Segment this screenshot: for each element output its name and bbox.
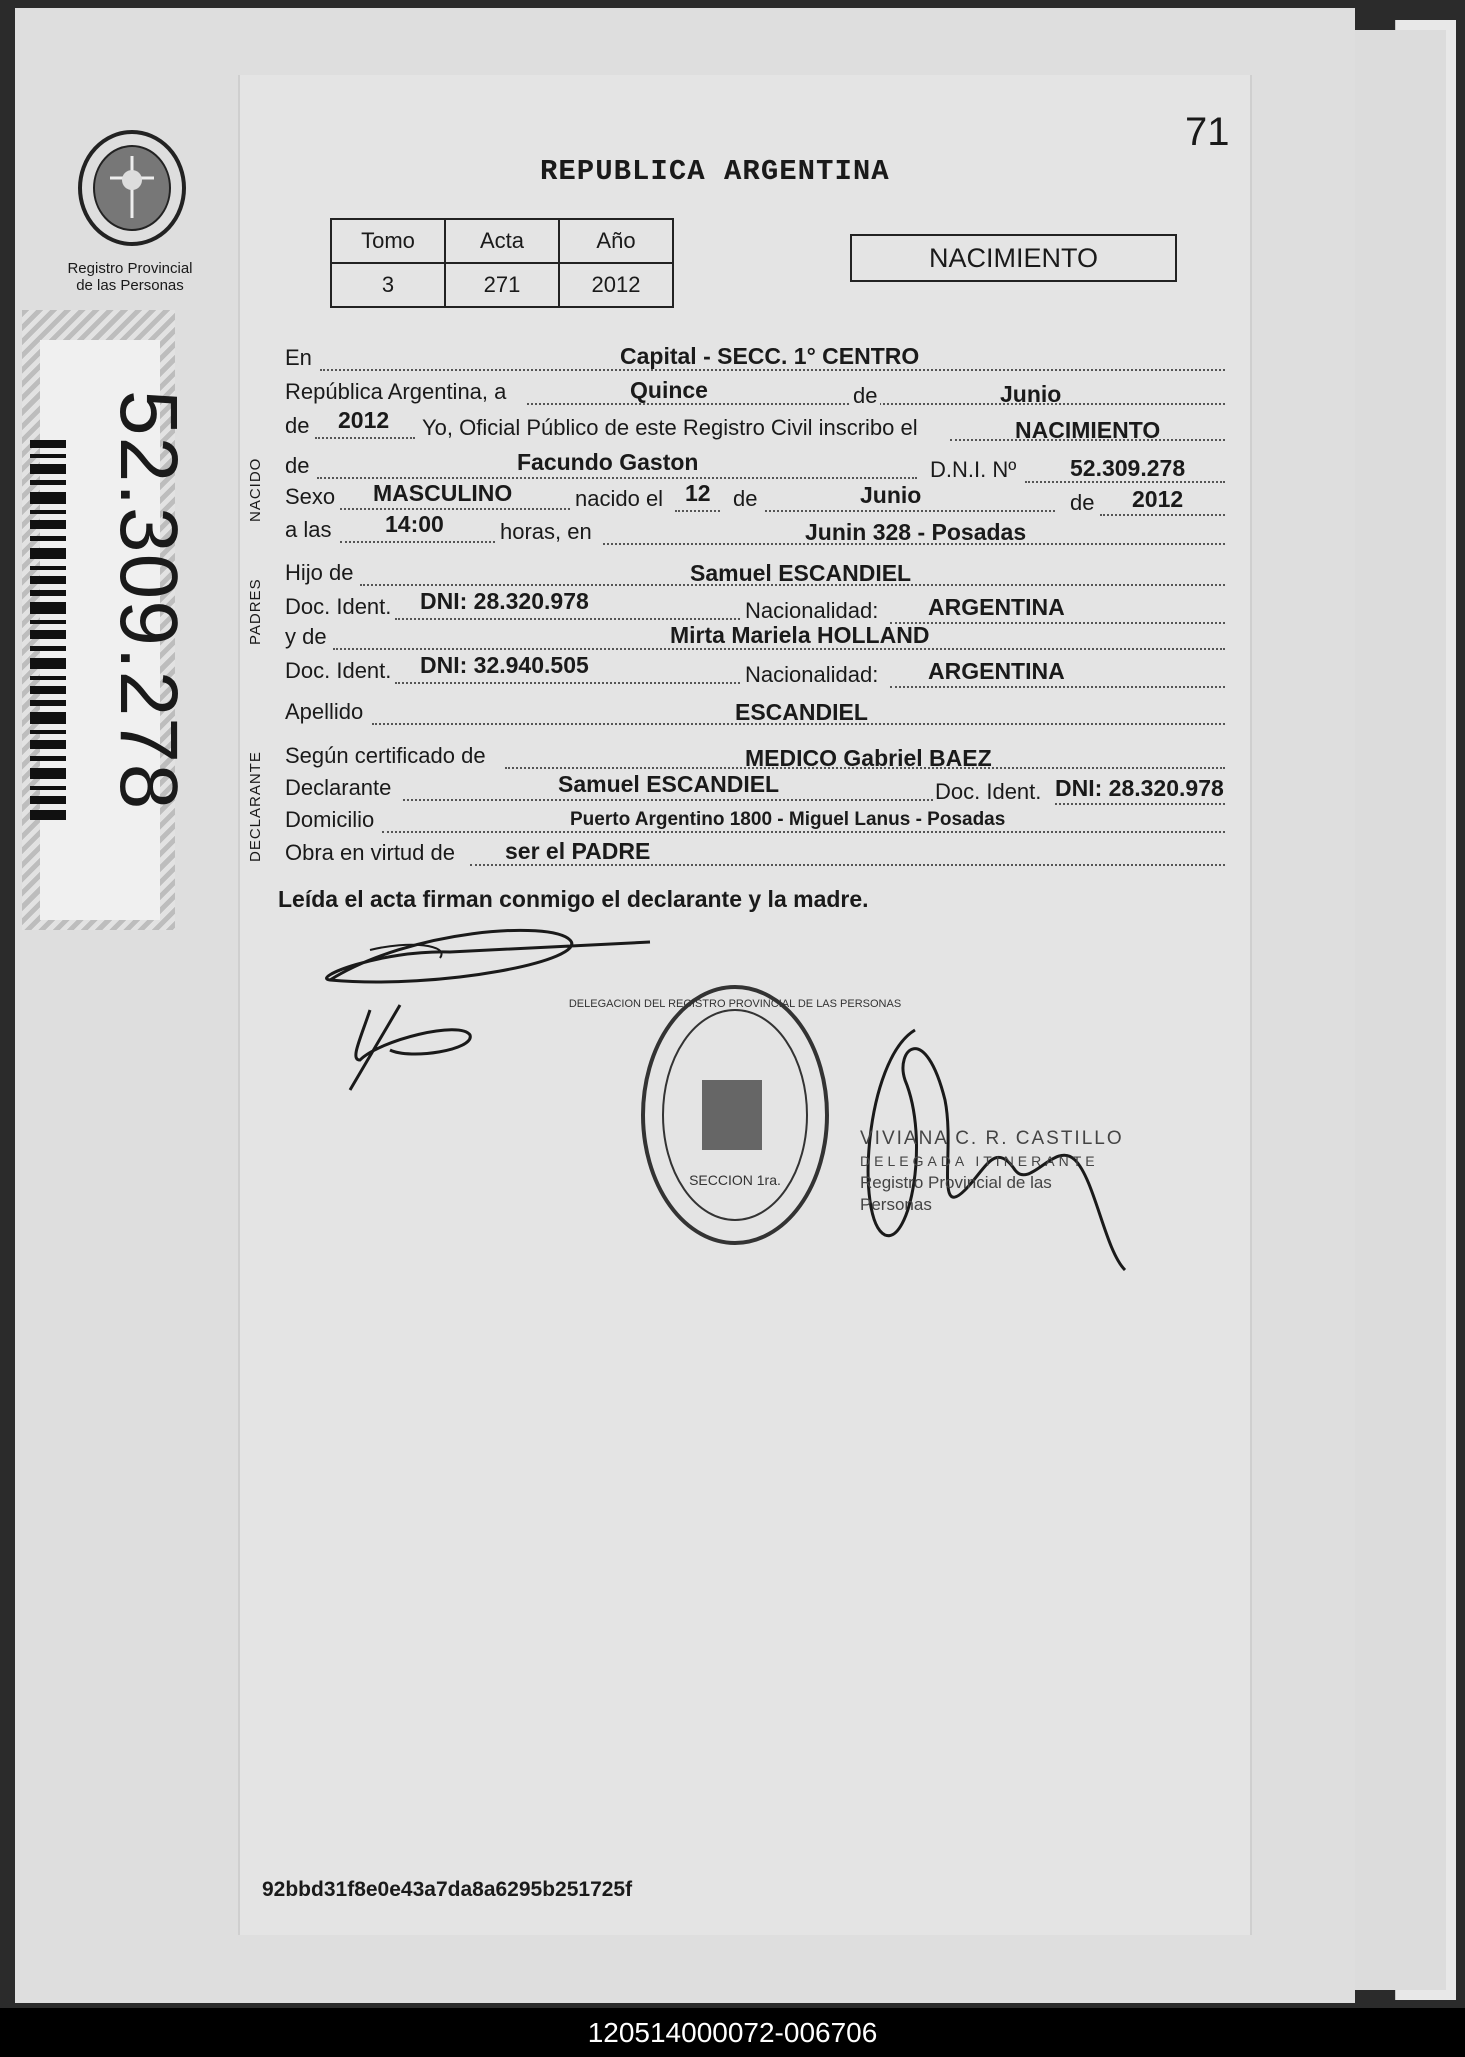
doc3-label: Doc. Ident. bbox=[935, 779, 1042, 804]
nacido-dia: 12 bbox=[685, 480, 711, 506]
nombre-value: Facundo Gaston bbox=[517, 449, 699, 475]
dotted-line bbox=[340, 541, 495, 543]
en-label: En bbox=[285, 345, 312, 370]
footer-code: 120514000072-006706 bbox=[587, 2017, 878, 2048]
certificado-label: Según certificado de bbox=[285, 743, 486, 768]
document-hash: 92bbd31f8e0e43a7da8a6295b251725f bbox=[262, 1878, 633, 1901]
form-line-anio bbox=[285, 409, 1225, 443]
reference-value-row bbox=[331, 263, 673, 307]
declarante-doc: DNI: 28.320.978 bbox=[1055, 775, 1224, 801]
official-name-block bbox=[860, 1128, 1125, 1216]
nac2-label: Nacionalidad: bbox=[745, 662, 879, 687]
doc-label: Doc. Ident. bbox=[285, 594, 392, 619]
padre-nac: ARGENTINA bbox=[928, 594, 1065, 620]
form-line-republica bbox=[285, 377, 1225, 411]
de3-label: de bbox=[285, 453, 310, 478]
hora-value: 14:00 bbox=[385, 511, 444, 537]
official-role: DELEGADA ITINERANTE bbox=[860, 1153, 1099, 1169]
barcode-icon bbox=[30, 440, 66, 820]
sexo-label: Sexo bbox=[285, 484, 336, 509]
sexo-value: MASCULINO bbox=[373, 480, 513, 506]
form-line-padre bbox=[285, 558, 1225, 592]
official-stamp bbox=[568, 985, 902, 1255]
nacido-mes: Junio bbox=[860, 482, 922, 508]
form-line-declarante bbox=[285, 773, 1225, 807]
horas-en-label: horas, en bbox=[500, 519, 592, 544]
madre-value: Mirta Mariela HOLLAND bbox=[670, 622, 930, 648]
yde-label: y de bbox=[285, 624, 327, 649]
republica-label: República Argentina, a bbox=[285, 379, 507, 404]
reference-header-row bbox=[331, 219, 673, 263]
registry-name bbox=[55, 260, 205, 294]
form-line-domicilio bbox=[285, 805, 1225, 839]
domicilio-label: Domicilio bbox=[285, 807, 375, 832]
dotted-line bbox=[395, 618, 740, 620]
section-label-padres: PADRES bbox=[247, 578, 264, 645]
reference-table bbox=[330, 218, 674, 308]
nacido-anio: 2012 bbox=[1132, 486, 1184, 512]
official-name: VIVIANA C. R. CASTILLO bbox=[860, 1128, 1124, 1149]
form-line-obra bbox=[285, 836, 1225, 870]
form-line-apellido bbox=[285, 697, 1225, 731]
inscribo-value: NACIMIENTO bbox=[1015, 417, 1161, 443]
de5-label: de bbox=[1070, 490, 1095, 515]
province-seal-logo bbox=[70, 128, 195, 248]
tomo-value: 3 bbox=[331, 263, 445, 307]
barcode-number: 52.309.278 bbox=[103, 390, 194, 811]
oficial-text: Yo, Oficial Público de este Registro Civil inscribo el bbox=[422, 415, 918, 440]
form-line-hora bbox=[285, 513, 1225, 547]
certificado-value: MEDICO Gabriel BAEZ bbox=[745, 745, 992, 771]
nacido-label: nacido el bbox=[575, 486, 664, 511]
dotted-line bbox=[340, 508, 570, 510]
padre-value: Samuel ESCANDIEL bbox=[690, 560, 912, 586]
registry-name-line1: Registro Provincial bbox=[67, 260, 193, 277]
form-line-padre-doc bbox=[285, 590, 1225, 624]
apellido-label: Apellido bbox=[285, 699, 364, 724]
section-label-declarante: DECLARANTE bbox=[247, 751, 264, 862]
acta-value: 271 bbox=[445, 263, 559, 307]
anio-value: 2012 bbox=[559, 263, 673, 307]
apellido-value: ESCANDIEL bbox=[735, 699, 868, 725]
dotted-line bbox=[382, 831, 1225, 833]
dotted-line bbox=[403, 799, 933, 801]
anio-header: Año bbox=[559, 219, 673, 263]
acta-type-box: NACIMIENTO bbox=[850, 234, 1177, 282]
closing-statement: Leída el acta firman conmigo el declarante y la madre. bbox=[278, 886, 869, 912]
dia-value: Quince bbox=[630, 377, 708, 403]
declarante-value: Samuel ESCANDIEL bbox=[558, 771, 780, 797]
dotted-line bbox=[395, 682, 740, 684]
madre-nac: ARGENTINA bbox=[928, 658, 1065, 684]
de-label: de bbox=[850, 383, 880, 409]
acta-header: Acta bbox=[445, 219, 559, 263]
dotted-line bbox=[675, 510, 720, 512]
form-line-madre-doc bbox=[285, 654, 1225, 688]
hijo-label: Hijo de bbox=[285, 560, 354, 585]
form-line-en bbox=[285, 343, 1225, 377]
dotted-line bbox=[890, 686, 1225, 688]
page-stack-edge-inner bbox=[1345, 30, 1446, 1990]
alas-label: a las bbox=[285, 517, 332, 542]
stamp-center-text: SECCION 1ra. bbox=[689, 1172, 781, 1188]
document-title: REPUBLICA ARGENTINA bbox=[540, 155, 890, 188]
form-line-certificado bbox=[285, 741, 1225, 775]
page-number: 71 bbox=[1185, 110, 1230, 154]
doc2-label: Doc. Ident. bbox=[285, 658, 392, 683]
dni-label: D.N.I. Nº bbox=[930, 457, 1017, 482]
padre-doc: DNI: 28.320.978 bbox=[420, 588, 589, 614]
nac-label: Nacionalidad: bbox=[745, 598, 879, 623]
dotted-line bbox=[315, 437, 415, 439]
stamp-ring-text: DELEGACION DEL REGISTRO PROVINCIAL DE LAS PERSONAS bbox=[568, 998, 902, 1010]
de2-label: de bbox=[285, 413, 310, 438]
section-label-nacido: NACIDO bbox=[247, 457, 264, 522]
en-value: Capital - SECC. 1° CENTRO bbox=[620, 343, 920, 369]
declarante-label: Declarante bbox=[285, 775, 392, 800]
form-line-madre bbox=[285, 622, 1225, 656]
official-org: Registro Provincial de las Personas bbox=[860, 1173, 1052, 1214]
lugar-value: Junin 328 - Posadas bbox=[805, 519, 1027, 545]
mes-value: Junio bbox=[1000, 381, 1062, 407]
dni-value: 52.309.278 bbox=[1070, 455, 1186, 481]
tomo-header: Tomo bbox=[331, 219, 445, 263]
obra-value: ser el PADRE bbox=[505, 838, 651, 864]
de4-label: de bbox=[733, 486, 758, 511]
obra-label: Obra en virtud de bbox=[285, 840, 455, 865]
dotted-line bbox=[765, 510, 1055, 512]
domicilio-value: Puerto Argentino 1800 - Miguel Lanus - Posadas bbox=[570, 809, 1006, 830]
madre-doc: DNI: 32.940.505 bbox=[420, 652, 589, 678]
dotted-line bbox=[317, 477, 917, 479]
anio-value: 2012 bbox=[338, 407, 390, 433]
registry-name-line2: de las Personas bbox=[76, 277, 184, 294]
